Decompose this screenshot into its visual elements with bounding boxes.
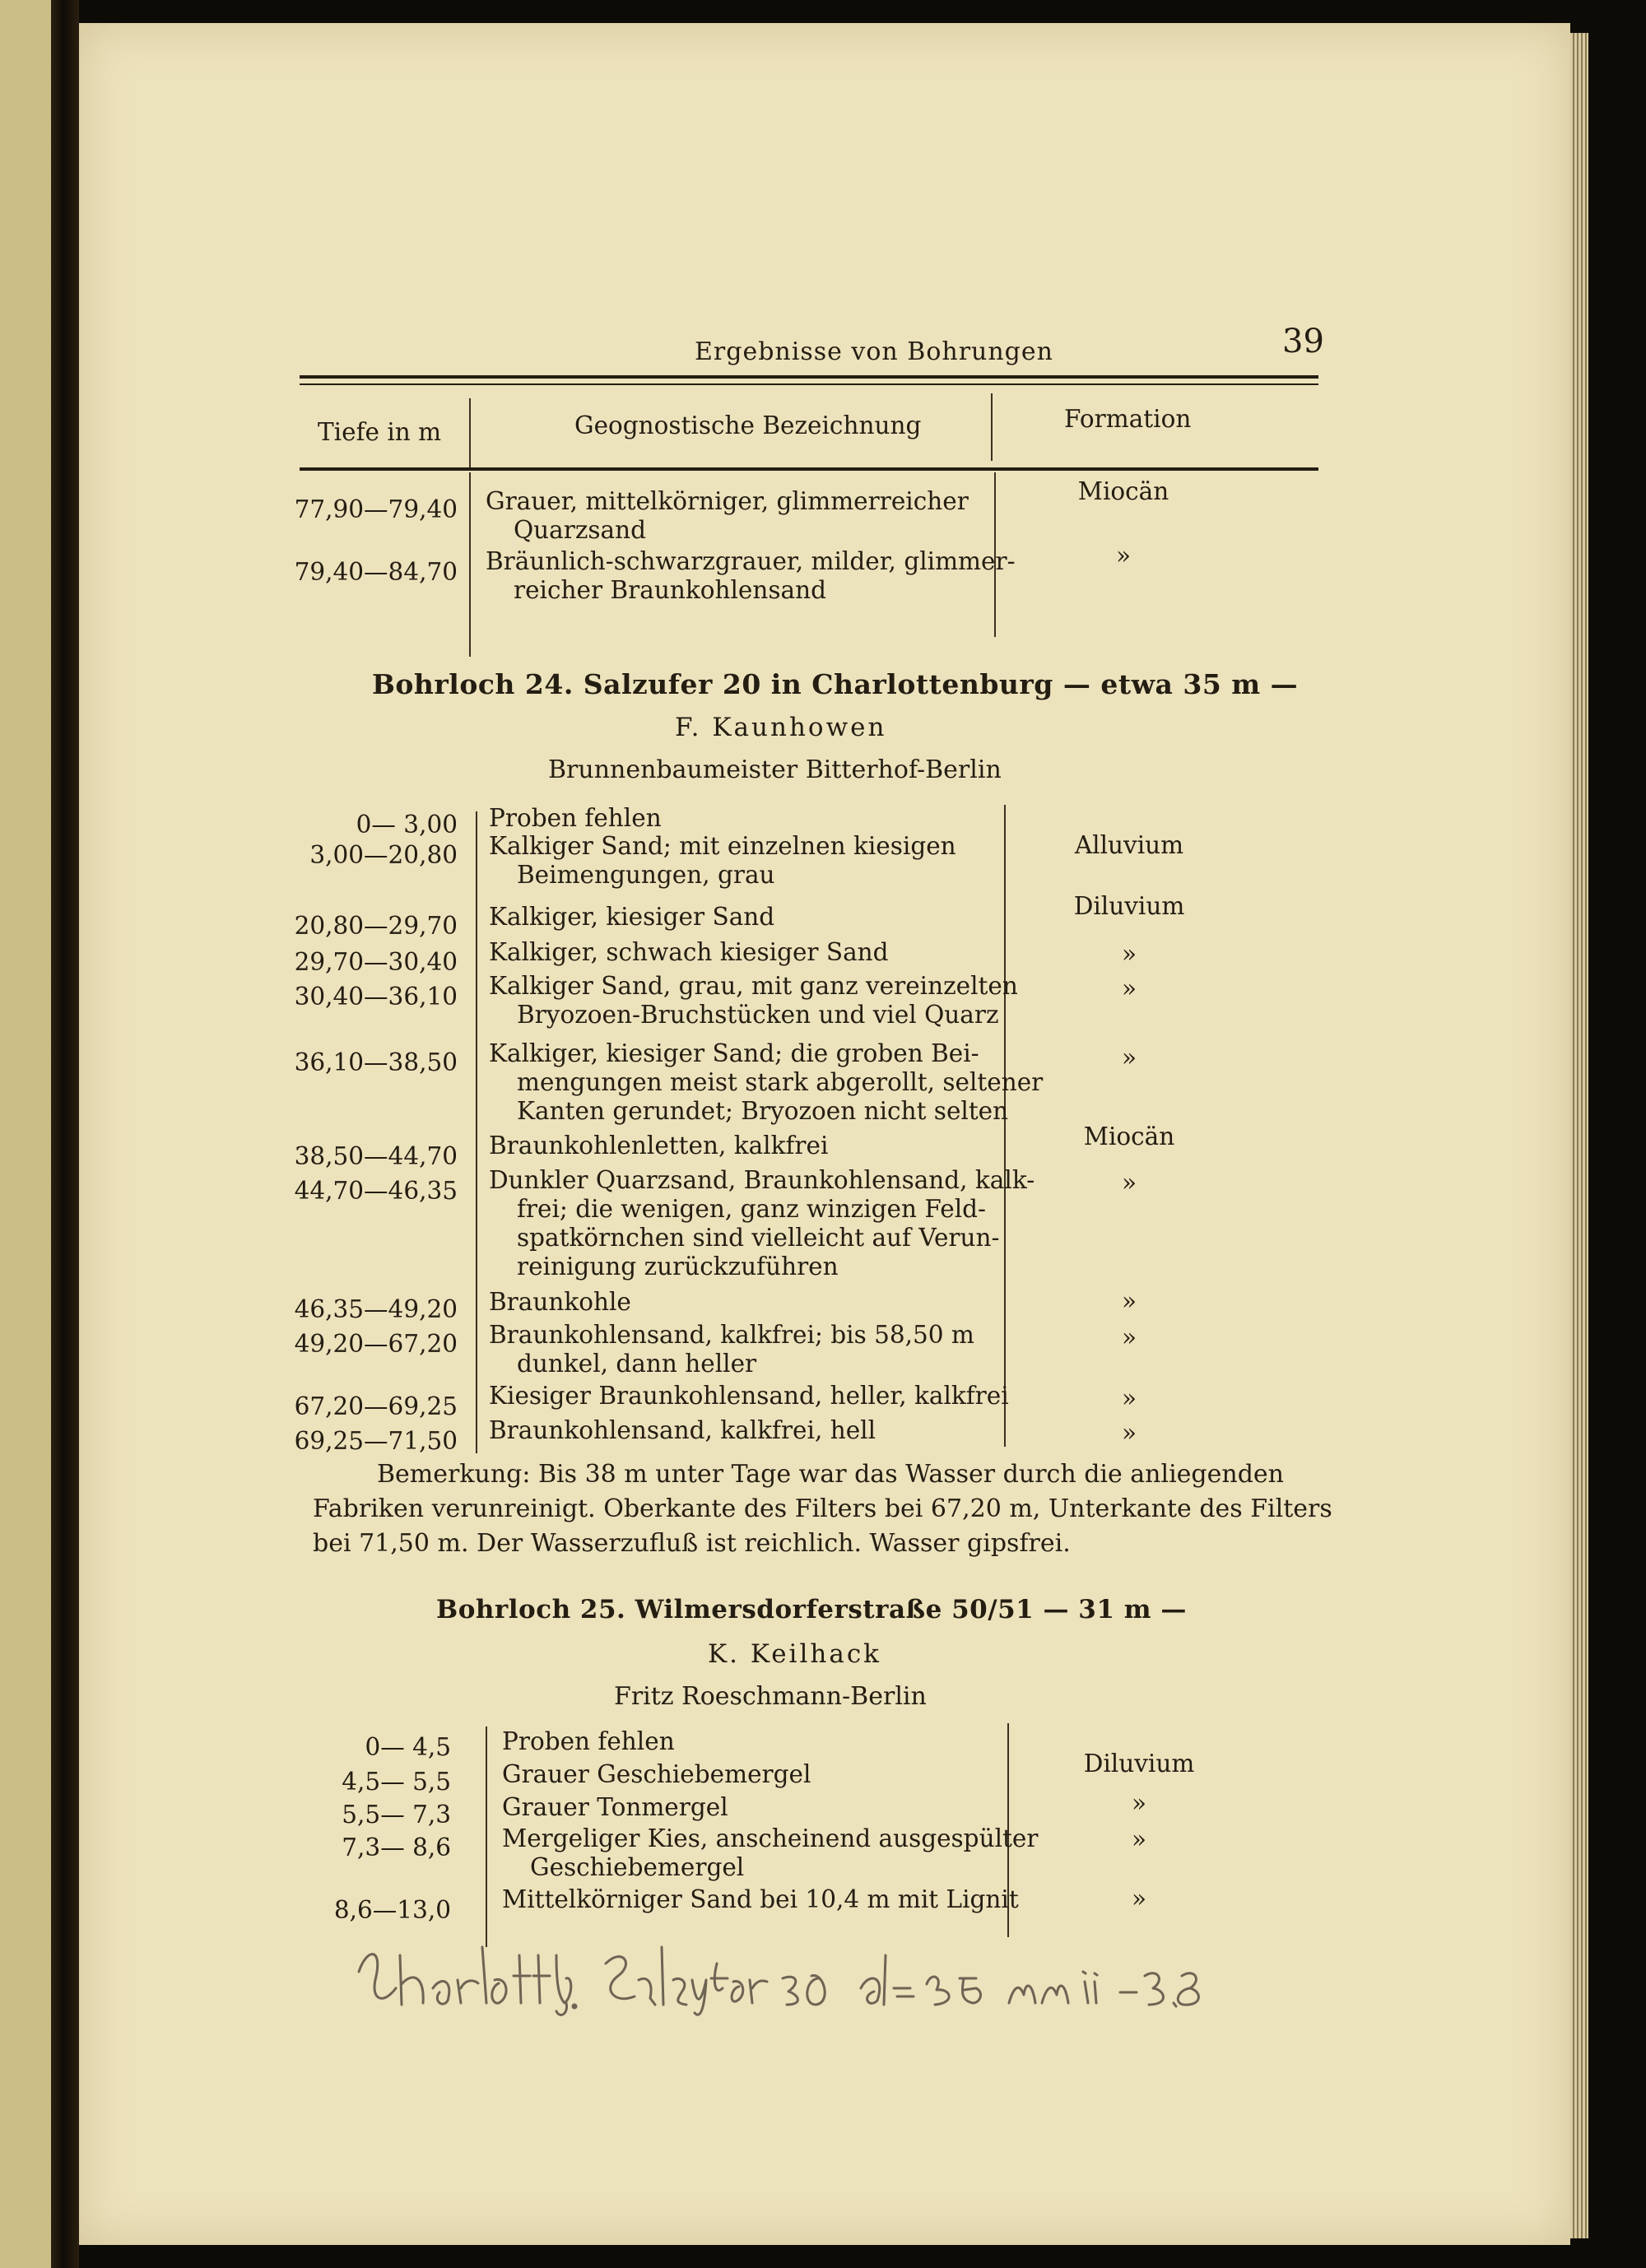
page-number: 39 (1282, 323, 1324, 360)
remark-line-1: Bemerkung: Bis 38 m unter Tage war das Wasser durch die anliegenden (377, 1460, 1284, 1489)
table1-row2-desc: Bräunlich-schwarzgrauer, milder, glimmer- (486, 547, 1016, 575)
header-formation: Formation (1064, 405, 1192, 433)
table3-row4-desc: Mergeliger Kies, anscheinend ausgespülter (502, 1824, 1039, 1852)
table2-row6-depth: 36,10—38,50 (294, 1048, 458, 1076)
table2-row3-depth: 20,80—29,70 (294, 912, 458, 940)
table2-row8-desc-cont3: reinigung zurückzuführen (517, 1253, 839, 1280)
table-top-rule (300, 375, 1318, 379)
table2-row11-desc: Kiesiger Braunkohlensand, heller, kalkfrei (489, 1382, 1009, 1410)
table2-row6-desc-cont2: Kanten gerundet; Bryozoen nicht selten (517, 1097, 1009, 1125)
table1-row2-depth: 79,40—84,70 (294, 558, 458, 586)
table2-row3-formation: Diluvium (1073, 892, 1185, 920)
table1-row2-desc-cont: reicher Braunkohlensand (514, 576, 826, 604)
table3-divider-1 (486, 1727, 487, 1947)
table2-row2-depth: 3,00—20,80 (309, 841, 458, 869)
table2-row4-depth: 29,70—30,40 (294, 948, 458, 976)
table2-row3-desc: Kalkiger, kiesiger Sand (489, 903, 775, 931)
table2-row8-desc-cont: frei; die wenigen, ganz winzigen Feld- (517, 1195, 986, 1223)
table2-row12-desc: Braunkohlensand, kalkfrei, hell (489, 1416, 876, 1444)
table1-row1-depth: 77,90—79,40 (294, 495, 458, 523)
table1-row1-formation: Miocän (1077, 477, 1169, 505)
table3-row1-desc: Proben fehlen (502, 1727, 675, 1755)
table2-row10-desc: Braunkohlensand, kalkfrei; bis 58,50 m (489, 1321, 974, 1349)
header-divider-1 (469, 398, 471, 467)
header-depth: Tiefe in m (318, 418, 442, 446)
table2-row7-depth: 38,50—44,70 (294, 1142, 458, 1170)
table2-row12-depth: 69,25—71,50 (294, 1427, 458, 1455)
table3-row3-desc: Grauer Tonmergel (502, 1793, 728, 1821)
table3-row5-formation: » (1131, 1885, 1147, 1912)
table2-row9-formation: » (1121, 1287, 1137, 1315)
bohrloch24-heading: Bohrloch 24. Salzufer 20 in Charlottenburg — etwa 35 m — (372, 668, 1299, 700)
table1-row1-desc-cont: Quarzsand (514, 516, 647, 544)
bohrloch25-driller: Fritz Roeschmann-Berlin (614, 1682, 927, 1711)
bohrloch24-driller: Brunnenbaumeister Bitterhof-Berlin (548, 755, 1002, 784)
table2-row10-depth: 49,20—67,20 (294, 1330, 458, 1358)
bohrloch24-author: F. Kaunhowen (675, 713, 887, 742)
table2-row8-depth: 44,70—46,35 (294, 1177, 458, 1205)
table2-row7-desc: Braunkohlenletten, kalkfrei (489, 1132, 829, 1160)
table3-row1-depth: 0— 4,5 (365, 1733, 451, 1761)
table2-row11-depth: 67,20—69,25 (294, 1392, 458, 1420)
table2-divider-2 (1004, 805, 1006, 1447)
table2-row8-formation: » (1121, 1169, 1137, 1197)
table3-row4-desc-cont: Geschiebemergel (530, 1853, 745, 1881)
header-bottom-rule (300, 467, 1318, 471)
table2-row2-desc: Kalkiger Sand; mit einzelnen kiesigen (489, 832, 956, 860)
table3-row2-formation: Diluvium (1083, 1750, 1195, 1778)
book-gutter (51, 0, 79, 2268)
table2-row9-desc: Braunkohle (489, 1288, 631, 1316)
table2-row6-formation: » (1121, 1043, 1137, 1071)
table3-row5-depth: 8,6—13,0 (333, 1896, 451, 1924)
table-top-rule-thin (300, 383, 1318, 385)
facing-page-edge (0, 0, 58, 2268)
table2-row10-formation: » (1121, 1323, 1137, 1351)
table2-row11-formation: » (1121, 1384, 1137, 1412)
table2-row2-desc-cont: Beimengungen, grau (517, 861, 775, 889)
table2-row6-desc: Kalkiger, kiesiger Sand; die groben Bei- (489, 1039, 979, 1067)
table2-row9-depth: 46,35—49,20 (294, 1295, 458, 1323)
table1-row1-desc: Grauer, mittelkörniger, glimmerreicher (486, 487, 969, 515)
handwritten-annotation (351, 1931, 1207, 2021)
table2-row4-desc: Kalkiger, schwach kiesiger Sand (489, 938, 889, 966)
page-edges (1570, 33, 1588, 2238)
header-divider-2 (991, 393, 993, 461)
table2-row12-formation: » (1121, 1419, 1137, 1447)
book-page (79, 23, 1570, 2245)
bohrloch25-author: K. Keilhack (708, 1639, 881, 1669)
table2-row7-formation: Miocän (1083, 1122, 1175, 1150)
table2-row5-formation: » (1121, 974, 1137, 1002)
table2-row1-desc: Proben fehlen (489, 804, 662, 832)
table3-row2-desc: Grauer Geschiebemergel (502, 1760, 811, 1788)
table2-row5-desc-cont: Bryozoen-Bruchstücken und viel Quarz (517, 1001, 999, 1029)
table1-row2-formation: » (1115, 541, 1132, 569)
table3-row4-formation: » (1131, 1825, 1147, 1853)
table2-row4-formation: » (1121, 940, 1137, 968)
table2-row8-desc: Dunkler Quarzsand, Braunkohlensand, kalk- (489, 1166, 1035, 1194)
table3-row5-desc: Mittelkörniger Sand bei 10,4 m mit Lignit (502, 1885, 1019, 1913)
remark-line-3: bei 71,50 m. Der Wasserzufluß ist reichlich. Wasser gipsfrei. (313, 1529, 1071, 1558)
remark-line-2: Fabriken verunreinigt. Oberkante des Filters bei 67,20 m, Unterkante des Filters (313, 1494, 1332, 1523)
table3-row3-formation: » (1131, 1789, 1147, 1817)
table3-row2-depth: 4,5— 5,5 (342, 1768, 451, 1796)
running-title: Ergebnisse von Bohrungen (695, 337, 1053, 366)
table2-row10-desc-cont: dunkel, dann heller (517, 1350, 757, 1378)
table2-divider-1 (476, 811, 477, 1453)
table3-row3-depth: 5,5— 7,3 (342, 1801, 451, 1829)
table2-row5-desc: Kalkiger Sand, grau, mit ganz vereinzelten (489, 972, 1018, 1000)
table3-row4-depth: 7,3— 8,6 (342, 1833, 451, 1861)
header-description: Geognostische Bezeichnung (574, 411, 922, 439)
bohrloch25-heading: Bohrloch 25. Wilmersdorferstraße 50/51 — 31 m — (436, 1595, 1187, 1624)
table2-row1-depth: 0— 3,00 (356, 811, 458, 839)
table1-divider-1 (469, 472, 471, 657)
table2-row2-formation: Alluvium (1074, 831, 1184, 859)
table2-row6-desc-cont: mengungen meist stark abgerollt, seltener (517, 1068, 1044, 1096)
table2-row5-depth: 30,40—36,10 (294, 983, 458, 1011)
table2-row8-desc-cont2: spatkörnchen sind vielleicht auf Verun- (517, 1224, 1000, 1252)
